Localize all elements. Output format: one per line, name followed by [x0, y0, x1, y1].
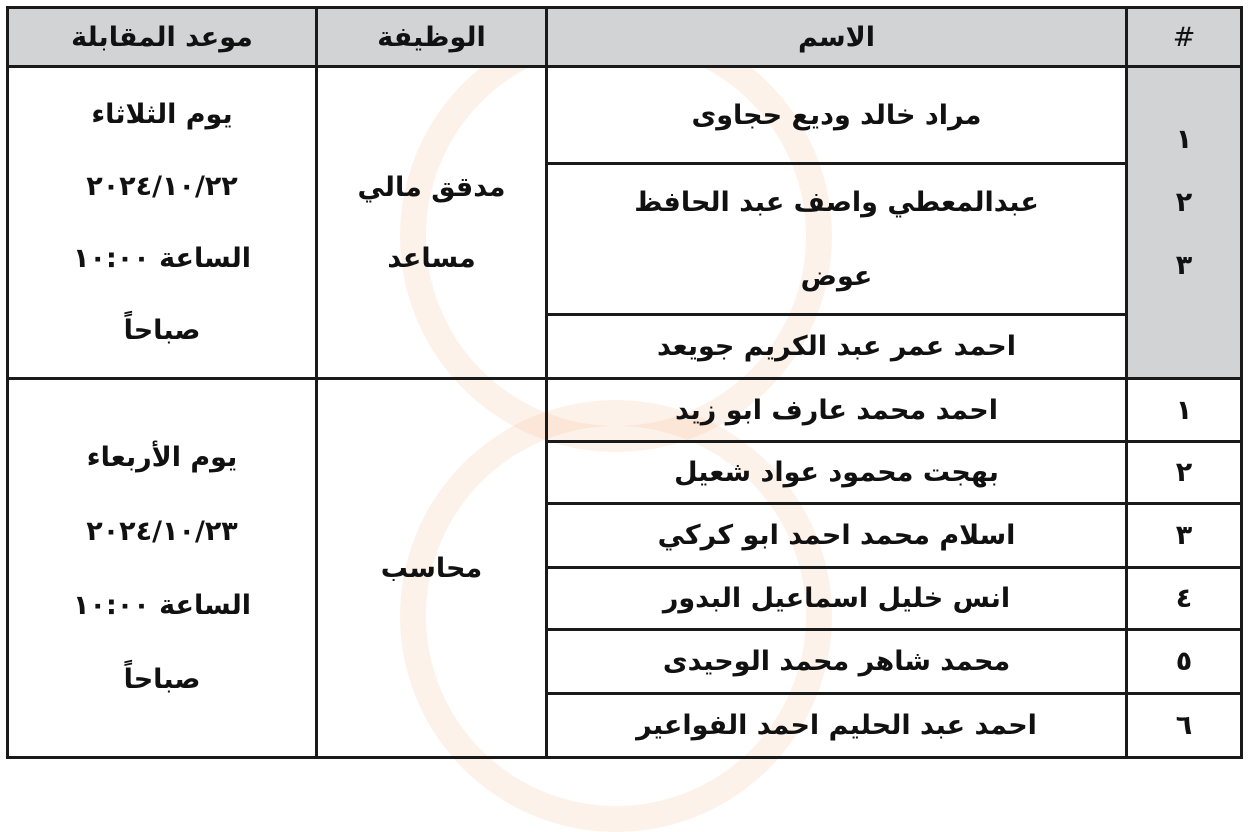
- date-line: ٢٠٢٤/١٠/٢٢: [86, 170, 238, 202]
- date-line: صباحاً: [123, 315, 201, 347]
- name-line: عوض: [800, 260, 873, 292]
- date-line: الساعة ١٠:٠٠: [73, 589, 251, 621]
- name-cell: احمد عمر عبد الكريم جويعد: [545, 313, 1128, 380]
- job-line: مدقق مالي: [357, 171, 506, 203]
- name-cell: بهجت محمود عواد شعيل: [545, 440, 1128, 505]
- job-line: مساعد: [387, 242, 476, 274]
- row-number: ١: [1125, 377, 1243, 443]
- row-number: ٢: [1175, 187, 1193, 218]
- date-line: يوم الأربعاء: [86, 441, 238, 473]
- row-number: ٣: [1125, 502, 1243, 569]
- header-job: الوظيفة: [315, 6, 548, 68]
- row-number: ٣: [1175, 250, 1193, 281]
- date-line: يوم الثلاثاء: [91, 98, 233, 130]
- name-cell: احمد محمد عارف ابو زيد: [545, 377, 1128, 443]
- name-cell: احمد عبد الحليم احمد الفواعير: [545, 692, 1128, 759]
- date-line: صباحاً: [123, 663, 201, 695]
- row-number: ٢: [1125, 440, 1243, 505]
- job-cell: محاسب: [315, 377, 548, 759]
- header-number: #: [1125, 6, 1243, 68]
- interview-date-cell: [6, 65, 318, 380]
- header-date: موعد المقابلة: [6, 6, 318, 68]
- name-cell: انس خليل اسماعيل البدور: [545, 566, 1128, 631]
- interview-date-cell: [6, 377, 318, 759]
- row-number: ٤: [1125, 566, 1243, 631]
- name-cell: محمد شاهر محمد الوحيدى: [545, 628, 1128, 695]
- name-cell: اسلام محمد احمد ابو كركي: [545, 502, 1128, 569]
- date-line: ٢٠٢٤/١٠/٢٣: [86, 515, 238, 547]
- row-number: ١: [1175, 124, 1193, 155]
- job-cell: [315, 65, 548, 380]
- name-cell: [545, 162, 1128, 316]
- header-name: الاسم: [545, 6, 1128, 68]
- name-line: عبدالمعطي واصف عبد الحافظ: [634, 186, 1039, 218]
- date-line: الساعة ١٠:٠٠: [73, 243, 251, 275]
- row-number: ٥: [1125, 628, 1243, 695]
- name-cell: مراد خالد وديع حجاوى: [545, 65, 1128, 165]
- row-number: ٦: [1125, 692, 1243, 759]
- number-cell: [1125, 65, 1243, 380]
